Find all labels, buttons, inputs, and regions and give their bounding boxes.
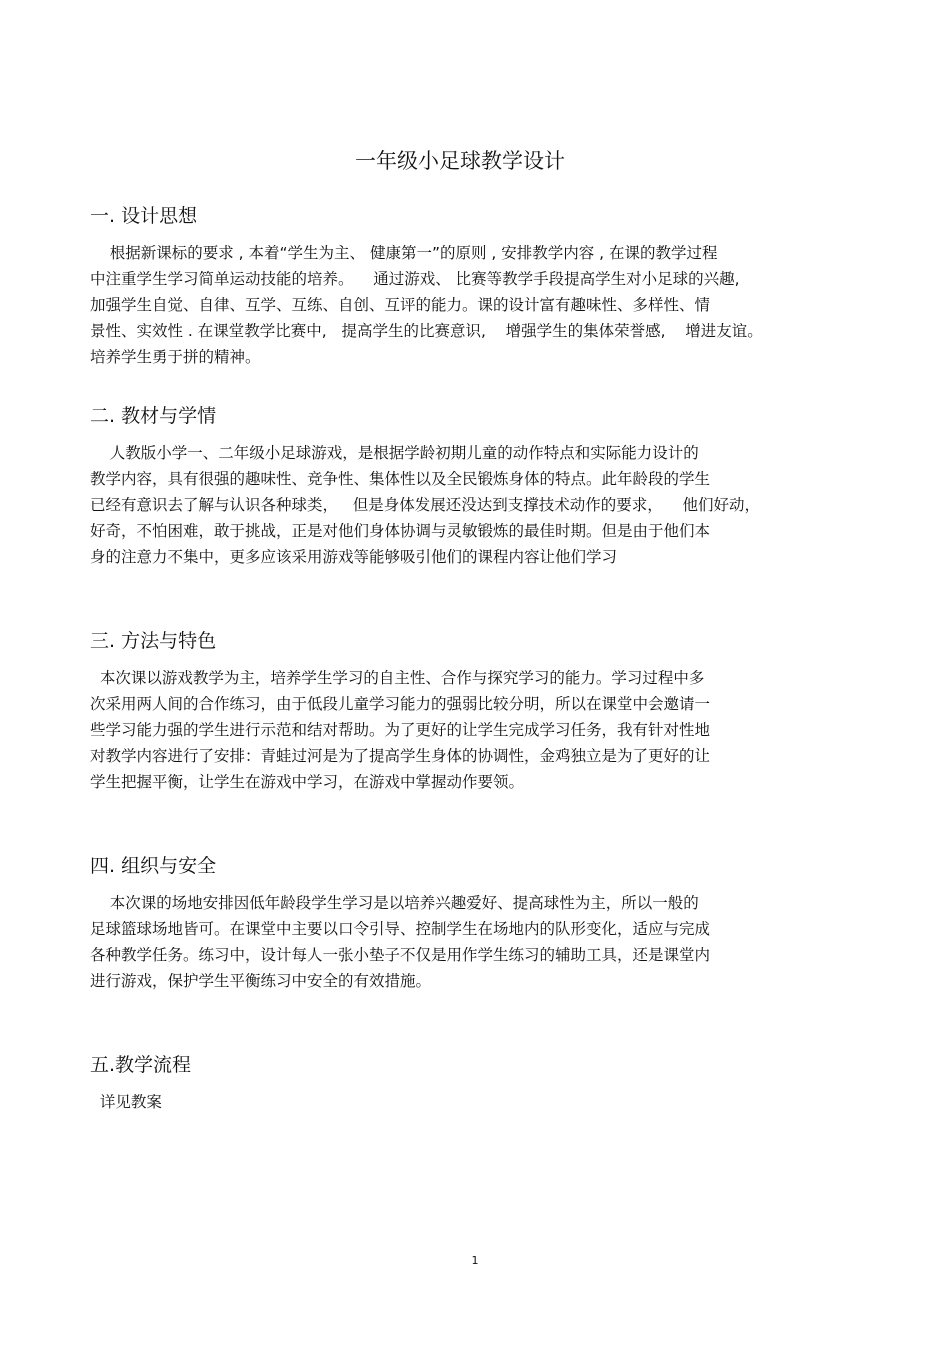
paragraph-line: 培养学生勇于拼的精神。: [90, 348, 261, 366]
paragraph-line: 次采用两人间的合作练习，由于低段儿童学习能力的强弱比较分明，所以在课堂中会邀请一: [90, 695, 711, 713]
paragraph-line: 各种教学任务。练习中，设计每人一张小垫子不仅是用作学生练习的辅助工具，还是课堂内: [90, 946, 711, 964]
paragraph-line: 根据新课标的要求 , 本着“学生为主、 健康第一”的原则 , 安排教学内容 , 在课的教学过程: [90, 244, 718, 262]
page-number: 1: [471, 1254, 479, 1267]
section-heading-process: 五.教学流程: [90, 1054, 192, 1076]
paragraph-line: 本次课的场地安排因低年龄段学生学习是以培养兴趣爱好、提高球性为主，所以一般的: [90, 894, 699, 912]
section-heading-design-idea: 一. 设计思想: [90, 205, 198, 227]
section-heading-methods: 三. 方法与特色: [90, 630, 217, 652]
paragraph-line: 详见教案: [90, 1093, 162, 1111]
paragraph-line: 足球篮球场地皆可。在课堂中主要以口令引导、控制学生在场地内的队形变化，适应与完成: [90, 920, 711, 938]
document-title: 一年级小足球教学设计: [355, 149, 565, 173]
paragraph-line: 身的注意力不集中，更多应该采用游戏等能够吸引他们的课程内容让他们学习: [90, 548, 618, 566]
paragraph-line: 教学内容，具有很强的趣味性、竞争性、集体性以及全民锻炼身体的特点。此年龄段的学生: [90, 470, 711, 488]
section-heading-materials: 二. 教材与学情: [90, 405, 217, 427]
paragraph-line: 好奇，不怕困难，敢于挑战，正是对他们身体协调与灵敏锻炼的最佳时期。但是由于他们本: [90, 522, 711, 540]
paragraph-line: 本次课以游戏教学为主，培养学生学习的自主性、合作与探究学习的能力。学习过程中多: [90, 669, 705, 687]
paragraph-line: 对教学内容进行了安排：青蛙过河是为了提高学生身体的协调性，金鸡独立是为了更好的让: [90, 747, 711, 765]
paragraph-line: 已经有意识去了解与认识各种球类， 但是身体发展还没达到支撑技术动作的要求， 他们好动，: [90, 496, 760, 514]
paragraph-line: 景性、实效性 . 在课堂教学比赛中, 提高学生的比赛意识, 增强学生的集体荣誉感, 增进友谊。: [90, 322, 763, 340]
paragraph-line: 进行游戏，保护学生平衡练习中安全的有效措施。: [90, 972, 432, 990]
paragraph-line: 人教版小学一、二年级小足球游戏，是根据学龄初期儿童的动作特点和实际能力设计的: [90, 444, 699, 462]
section-heading-organization: 四. 组织与安全: [90, 855, 217, 877]
paragraph-line: 中注重学生学习简单运动技能的培养。 通过游戏、 比赛等教学手段提高学生对小足球的兴趣,: [90, 270, 740, 288]
paragraph-line: 学生把握平衡，让学生在游戏中学习，在游戏中掌握动作要领。: [90, 773, 525, 791]
paragraph-line: 加强学生自觉、自律、互学、互练、自创、互评的能力。课的设计富有趣味性、多样性、情: [90, 296, 711, 314]
paragraph-line: 些学习能力强的学生进行示范和结对帮助。为了更好的让学生完成学习任务，我有针对性地: [90, 721, 711, 739]
